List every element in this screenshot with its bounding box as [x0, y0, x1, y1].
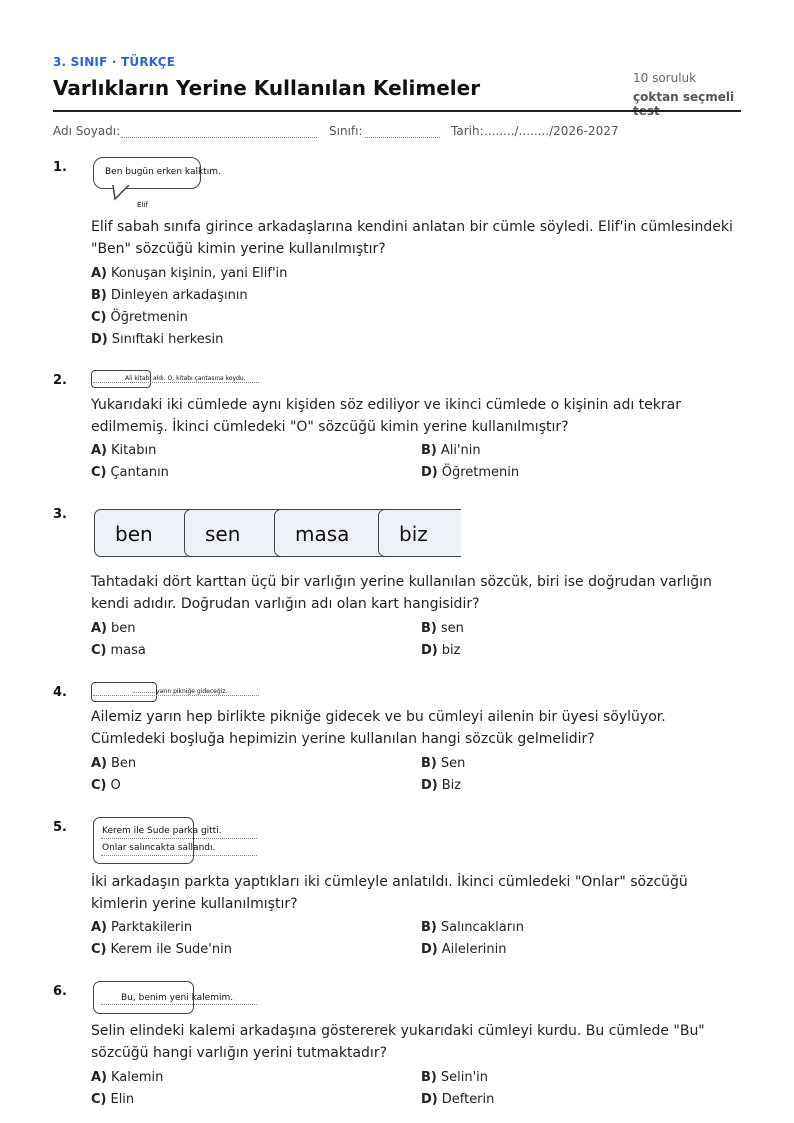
sentence-line-2: Onlar salıncakta sallandı. — [102, 843, 216, 853]
option-b[interactable]: B) Selin'in — [421, 1070, 488, 1085]
question-text: İki arkadaşın parkta yaptıkları iki cümleyle anlatıldı. İkinci cümledeki "Onlar" sözcüğü kimlerin yerine kullanılmıştır? — [91, 874, 688, 912]
question-count: 10 soruluk — [633, 71, 697, 85]
name-label: Adı Soyadı: — [53, 124, 121, 138]
sentence-text: Bu, benim yeni kalemim. — [121, 993, 234, 1003]
option-c[interactable]: C) Elin — [91, 1092, 135, 1107]
dotted-line — [101, 1004, 257, 1005]
date-label: Tarih: — [451, 124, 484, 138]
class-label: Sınıfı: — [329, 124, 363, 138]
word-card: sen — [184, 509, 296, 557]
option-a[interactable]: A) Ben — [91, 756, 137, 771]
sentence-text: yarın pikniğe gideceğiz. — [156, 688, 228, 695]
word-card: ben — [94, 509, 206, 557]
word-card: biz — [378, 509, 461, 557]
option-c[interactable]: C) Öğretmenin — [91, 310, 188, 325]
word-card: masa — [274, 509, 396, 557]
option-a[interactable]: A) Konuşan kişinin, yani Elif'in — [91, 266, 288, 281]
sentence-text: Ali kitabı aldı. O, kitabı çantasına koydu. — [125, 375, 246, 382]
option-d[interactable]: D) Öğretmenin — [421, 465, 520, 480]
header-divider — [53, 110, 741, 112]
grade-label: 3. SINIF · TÜRKÇE — [53, 55, 176, 69]
option-a[interactable]: A) Kitabın — [91, 443, 157, 458]
test-type: çoktan seçmeli — [633, 90, 735, 104]
page-title: Varlıkların Yerine Kullanılan Kelimeler — [53, 76, 481, 100]
option-b[interactable]: B) sen — [421, 621, 464, 636]
question-text: Elif sabah sınıfa girince arkadaşlarına kendini anlatan bir cümle söyledi. Elif'in cümlesindeki "Ben" sözcüğü kimin yerine kullanılmıştır? — [91, 219, 733, 257]
question-text: Tahtadaki dört karttan üçü bir varlığın yerine kullanılan sözcük, biri ise doğrudan varlığın kendi adıdır. Doğrudan varlığın adı olan kart hangisidir? — [91, 574, 712, 612]
question-number: 5. — [53, 820, 67, 835]
question-text: Ailemiz yarın hep birlikte pikniğe gidecek ve bu cümleyi ailenin bir üyesi söylüyor. Cümledeki boşluğa hepimizin yerine kullanılan hangi sözcük gelmelidir? — [91, 709, 666, 747]
bubble-text: Ben bugün erken kalktım. — [105, 167, 221, 177]
option-b[interactable]: B) Ali'nin — [421, 443, 481, 458]
option-d[interactable]: D) biz — [421, 643, 461, 658]
speaker-name: Elif — [137, 201, 148, 209]
date-field[interactable]: ......../......../2026-2027 — [484, 124, 619, 138]
option-d[interactable]: D) Ailelerinin — [421, 942, 507, 957]
option-c[interactable]: C) masa — [91, 643, 146, 658]
option-d[interactable]: D) Defterin — [421, 1092, 495, 1107]
answer-blank[interactable] — [133, 692, 155, 693]
option-a[interactable]: A) ben — [91, 621, 136, 636]
question-number: 1. — [53, 160, 67, 175]
dotted-line — [101, 855, 257, 856]
option-b[interactable]: B) Salıncakların — [421, 920, 524, 935]
question-number: 3. — [53, 507, 67, 522]
option-b[interactable]: B) Sen — [421, 756, 466, 771]
option-c[interactable]: C) Kerem ile Sude'nin — [91, 942, 232, 957]
question-text: Yukarıdaki iki cümlede aynı kişiden söz ediliyor ve ikinci cümlede o kişinin adı tekrar edilmemiş. İkinci cümledeki "O" sözcüğü kimin yerine kullanılmıştır? — [91, 397, 681, 435]
question-number: 2. — [53, 373, 67, 388]
option-a[interactable]: A) Kalemin — [91, 1070, 164, 1085]
speech-bubble — [93, 157, 221, 189]
bubble-tail-icon — [111, 185, 135, 201]
option-a[interactable]: A) Parktakilerin — [91, 920, 193, 935]
sentence-box — [93, 817, 194, 864]
question-text: Selin elindeki kalemi arkadaşına göstererek yukarıdaki cümleyi kurdu. Bu cümlede "Bu" sözcüğü hangi varlığın yerini tutmaktadır? — [91, 1023, 705, 1061]
class-field[interactable] — [365, 137, 440, 138]
option-b[interactable]: B) Dinleyen arkadaşının — [91, 288, 248, 303]
sentence-line-1: Kerem ile Sude parka gitti. — [102, 826, 222, 836]
sentence-dotted-line — [93, 382, 259, 383]
option-d[interactable]: D) Biz — [421, 778, 462, 793]
sentence-dotted-line — [93, 695, 259, 696]
question-number: 4. — [53, 685, 67, 700]
option-c[interactable]: C) O — [91, 778, 121, 793]
card-board — [94, 509, 461, 561]
option-c[interactable]: C) Çantanın — [91, 465, 169, 480]
question-number: 6. — [53, 984, 67, 999]
name-field[interactable] — [121, 137, 317, 138]
option-d[interactable]: D) Sınıftaki herkesin — [91, 332, 224, 347]
dotted-line — [101, 838, 257, 839]
